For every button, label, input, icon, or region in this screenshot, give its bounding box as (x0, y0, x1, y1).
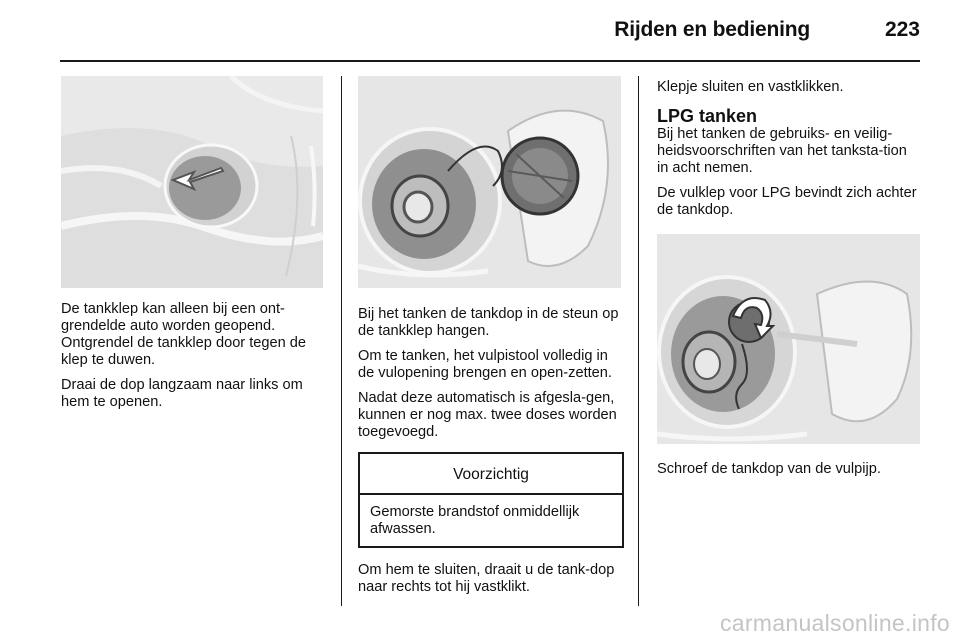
text-column-3-lower (657, 461, 920, 486)
paragraph: Bij het tanken de tankdop in de steun op de tankklep hangen. (358, 306, 619, 339)
caution-title: Voorzichtig (360, 454, 622, 495)
text-column-1 (61, 301, 329, 419)
paragraph: Draai de dop langzaam naar links om hem te openen. (61, 377, 303, 410)
text-column-3 (657, 79, 920, 227)
paragraph: Nadat deze automatisch is afgesla-gen, kunnen er nog max. twee doses worden toegevoegd. (358, 390, 617, 440)
paragraph: Klepje sluiten en vastklikken. (657, 79, 844, 95)
section-heading: LPG tanken (657, 106, 758, 126)
fuel-flap-illustration (61, 76, 323, 288)
paragraph: Schroef de tankdop van de vulpijp. (657, 461, 881, 477)
paragraph: Bij het tanken de gebruiks- en veilig-heidsvoorschriften van het tanksta-tion in acht nemen. (657, 126, 907, 176)
caution-body: Gemorste brandstof onmiddellijk afwassen. (370, 504, 580, 537)
column-divider-2 (638, 76, 639, 606)
header-rule (60, 60, 920, 62)
paragraph: Om hem te sluiten, draait u de tank-dop naar rechts tot hij vastklikt. (358, 562, 615, 595)
fuel-cap-holder-illustration (358, 76, 621, 288)
paragraph: De tankklep kan alleen bij een ont-grendelde auto worden geopend. Ontgrendel de tankklep door tegen de klep te duwen. (61, 301, 307, 368)
lpg-filler-illustration (657, 234, 920, 444)
watermark: carmanualsonline.info (719, 610, 950, 636)
running-header-title: Rijden en bediening (614, 18, 810, 41)
text-column-2 (358, 306, 624, 604)
paragraph: De vulklep voor LPG bevindt zich achter de tankdop. (657, 185, 917, 218)
page-number: 223 (884, 18, 920, 41)
caution-box (358, 452, 624, 548)
column-divider-1 (341, 76, 342, 606)
paragraph: Om te tanken, het vulpistool volledig in de vulopening brengen en open-zetten. (358, 348, 612, 381)
